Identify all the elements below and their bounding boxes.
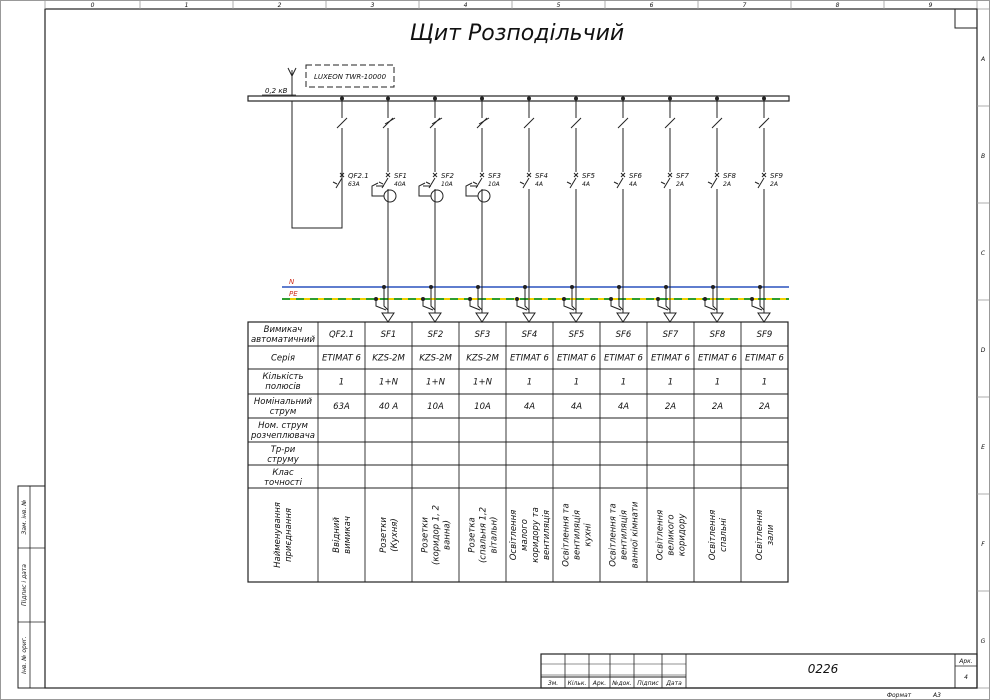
connection-name-line: вітальн) (489, 516, 500, 554)
connection-name (562, 503, 594, 566)
row-header (263, 372, 304, 392)
row-header-line: полюсів (265, 382, 301, 392)
connection-name-line: Розетки (420, 517, 431, 553)
rcd-trip-link (466, 183, 478, 196)
breaker-cross-icon (762, 173, 766, 177)
table-cell: SF5 (568, 330, 585, 340)
isolator-contact (759, 118, 769, 128)
table-cell: 1 (620, 377, 627, 388)
busbar-junction (480, 97, 484, 101)
row-header (273, 502, 294, 568)
circuit-sf2 (419, 97, 454, 323)
table-cell: 2А (758, 402, 771, 412)
breaker-cross-icon (715, 173, 719, 177)
breaker-latch (567, 182, 571, 184)
busbar-junction (715, 97, 719, 101)
grid-row-label: A (980, 56, 986, 63)
table-cell: ETIMAT 6 (651, 353, 690, 364)
breaker-latch (708, 182, 712, 184)
table-cell: 63А (333, 402, 350, 412)
table-cell: SF2 (427, 330, 444, 340)
stamp-col-label: Підпис (637, 680, 659, 687)
breaker-cross-icon (433, 173, 437, 177)
sheet-number: 4 (964, 674, 968, 681)
isolator-contact (712, 118, 722, 128)
stamp-col-label: Зм. (547, 680, 559, 687)
grid-col-label: 7 (742, 2, 747, 9)
busbar-junction (621, 97, 625, 101)
source-label: LUXEON TWR-10000 (313, 73, 387, 81)
breaker-latch (473, 182, 477, 184)
breaker-rating: 4А (582, 181, 590, 188)
table-cell: ETIMAT 6 (698, 353, 737, 364)
row-header-line: приєднання (284, 507, 294, 563)
isolator-contact (618, 118, 628, 128)
isolator-contact (383, 118, 393, 128)
rcd-icon (478, 190, 490, 202)
breaker-latch (333, 182, 337, 184)
isolator-contact (477, 118, 487, 128)
grid-ruler-right (977, 9, 989, 688)
connection-name-line: (спальня 1,2 (478, 506, 489, 564)
table-cell: KZS-2M (419, 353, 452, 364)
breaker-latch (614, 182, 618, 184)
connection-name-line: коридору та (531, 507, 541, 563)
connection-name (468, 507, 500, 563)
breaker-id: SF1 (394, 172, 407, 180)
stamp-col-label: №док. (612, 680, 632, 687)
output-terminal-icon (382, 313, 394, 322)
row-header-line: автоматичний (250, 335, 316, 345)
row-header (251, 325, 316, 345)
row-header-line: Клас (272, 468, 294, 478)
connection-name-line: Освітлення (708, 509, 718, 561)
connection-name-line: ванна) (442, 520, 453, 550)
row-header-line: Кількість (262, 372, 304, 382)
page-title: Щит Розподільчий (409, 21, 625, 46)
row-header-line: розчеплювача (251, 431, 315, 441)
grid-col-label: 2 (277, 2, 282, 9)
breaker-table (248, 322, 788, 582)
breaker-rating: 2А (770, 181, 778, 188)
n-bus-label: N (289, 278, 295, 286)
breaker-blade (617, 178, 623, 188)
table-cell: KZS-2M (372, 353, 405, 364)
breaker-blade (570, 178, 576, 188)
busbar-junction (574, 97, 578, 101)
breaker-latch (755, 182, 759, 184)
breaker-rating: 10А (441, 181, 453, 188)
busbar-junction (386, 97, 390, 101)
isolator-contact (385, 118, 395, 124)
breaker-rating: 63А (348, 181, 360, 188)
breaker-rating: 2А (723, 181, 731, 188)
breaker-cross-icon (668, 173, 672, 177)
grid-row-label: G (980, 638, 986, 645)
breaker-latch (426, 182, 430, 184)
busbar-junction (433, 97, 437, 101)
grid-col-label: 9 (928, 2, 933, 9)
row-header-line: Тр-ри (270, 445, 296, 455)
table-cell: ETIMAT 6 (557, 353, 596, 364)
isolator-contact (479, 118, 489, 124)
table-cell: 4А (617, 402, 630, 412)
side-stamp-label: Інв. № ориг. (21, 636, 28, 674)
connection-name (609, 501, 641, 568)
grid-col-label: 3 (370, 2, 375, 9)
connection-name (509, 507, 552, 563)
grid-col-label: 5 (556, 2, 561, 9)
table-cell: 4А (570, 402, 583, 412)
breaker-id: SF5 (582, 172, 595, 180)
row-header-line: струму (267, 455, 299, 465)
table-cell: SF3 (474, 330, 491, 340)
circuit-qf2-1 (333, 97, 369, 189)
output-terminal-icon (429, 313, 441, 322)
row-header (254, 397, 313, 417)
table-cell: 1 (526, 377, 533, 388)
table-cell: SF8 (709, 330, 726, 340)
grid-row-label: E (981, 444, 985, 451)
output-terminal-icon (758, 313, 770, 322)
grid-col-label: 0 (90, 2, 95, 9)
circuit-sf7 (656, 97, 689, 323)
connection-name-line: Розетка (467, 517, 478, 553)
circuit-sf8 (703, 97, 736, 323)
connection-name (421, 505, 453, 565)
grid-ruler-top (45, 1, 977, 9)
breaker-circuits (333, 97, 783, 323)
row-header-line: струм (269, 407, 297, 417)
table-cell: 10А (427, 402, 444, 412)
circuit-sf5 (562, 97, 595, 323)
table-cell: 1 (573, 377, 580, 388)
row-header-line: Найменування (273, 502, 283, 568)
output-terminal-icon (476, 313, 488, 322)
circuit-sf6 (609, 97, 642, 323)
table-cell: ETIMAT 6 (604, 353, 643, 364)
format-value: А3 (933, 692, 941, 699)
isolator-contact (571, 118, 581, 128)
pe-bus-label: PE (289, 290, 298, 298)
table-cell: ETIMAT 6 (745, 353, 784, 364)
breaker-cross-icon (480, 173, 484, 177)
grid-col-label: 1 (184, 2, 189, 9)
table-cell: 1 (714, 377, 721, 388)
voltage-label: 0,2 кВ (265, 87, 288, 95)
table-cell: 1+N (473, 377, 492, 388)
grid-row-label: C (980, 250, 986, 257)
format-label: Формат (886, 692, 912, 699)
breaker-rating: 4А (535, 181, 543, 188)
connection-name-line: Розетки (379, 517, 389, 553)
rcd-trip-link (419, 183, 431, 196)
grid-col-label: 4 (463, 2, 468, 9)
row-header (267, 445, 299, 465)
breaker-rating: 2А (676, 181, 684, 188)
stamp-col-label: Арк. (592, 680, 607, 687)
row-header-line: Номінальний (253, 397, 313, 407)
document-number: 0226 (807, 662, 839, 676)
breaker-blade (711, 178, 717, 188)
busbar-junction (340, 97, 344, 101)
breaker-latch (520, 182, 524, 184)
circuit-sf4 (515, 97, 548, 323)
breaker-id: SF7 (676, 172, 689, 180)
title-block (541, 654, 977, 699)
outer-frame (1, 1, 990, 700)
table-cell: KZS-2M (466, 353, 499, 364)
connection-name-line: Освітлення (755, 509, 765, 561)
table-cell: 40 А (378, 402, 399, 412)
connection-name-line: вимикач (343, 516, 353, 554)
stamp-col-label: Кільк. (567, 680, 587, 687)
table-cell: SF9 (756, 330, 773, 340)
breaker-blade (758, 178, 764, 188)
breaker-id: SF3 (488, 172, 501, 180)
rcd-icon (431, 190, 443, 202)
row-header-line: Вимикач (263, 325, 303, 335)
isolator-contact (430, 118, 440, 128)
table-cell: 1+N (426, 377, 445, 388)
connection-name-line: Освітлення та (608, 503, 619, 567)
grid-row-label: D (980, 347, 986, 354)
grid-row-label: F (981, 541, 985, 548)
connection-name-line: (Кухня) (390, 518, 400, 552)
circuit-sf9 (750, 97, 783, 323)
table-cell: 2А (664, 402, 677, 412)
table-cell: 2А (711, 402, 724, 412)
rcd-trip-link (372, 183, 384, 196)
breaker-cross-icon (574, 173, 578, 177)
output-terminal-icon (523, 313, 535, 322)
stamp-border (541, 654, 977, 688)
breaker-latch (661, 182, 665, 184)
breaker-id: SF2 (441, 172, 454, 180)
connection-name-line: коридору (677, 513, 688, 557)
isolator-contact (524, 118, 534, 128)
connection-name (755, 510, 776, 561)
corner-box (955, 9, 977, 28)
connection-name-line: малого (520, 519, 530, 551)
connection-name-line: зали (766, 524, 776, 546)
breaker-id: SF8 (723, 172, 736, 180)
side-stamp-label: Підпис і дата (21, 564, 28, 606)
grid-row-label: B (980, 153, 986, 160)
breaker-id: QF2.1 (348, 172, 369, 180)
output-terminal-icon (664, 313, 676, 322)
connection-name (656, 510, 688, 561)
stamp-col-label: Дата (666, 680, 682, 687)
row-header (250, 421, 315, 441)
connection-name-line: Освітлення (655, 509, 666, 561)
table-cell: 1 (338, 377, 345, 388)
output-terminal-icon (570, 313, 582, 322)
table-cell: ETIMAT 6 (322, 353, 361, 364)
rcd-icon (384, 190, 396, 202)
breaker-cross-icon (527, 173, 531, 177)
row-header (264, 468, 303, 488)
table-cell: ETIMAT 6 (510, 353, 549, 364)
breaker-blade (664, 178, 670, 188)
side-stamp-label: Зам. інв. № (21, 499, 28, 535)
connection-name-line: Ввідний (332, 517, 342, 553)
busbar-junction (762, 97, 766, 101)
sheet-label: Арк. (959, 658, 973, 665)
breaker-latch (379, 182, 383, 184)
table-cell: 1+N (379, 377, 398, 388)
row-header (271, 354, 295, 364)
grid-col-label: 6 (649, 2, 654, 9)
circuit-sf3 (466, 97, 501, 323)
breaker-blade (523, 178, 529, 188)
output-terminal-icon (711, 313, 723, 322)
table-cell: 4А (523, 402, 536, 412)
connection-name-line: вентиляція (572, 509, 583, 561)
connection-name-line: Освітлення та (561, 503, 572, 567)
circuit-sf1 (372, 97, 407, 323)
main-busbar (248, 96, 789, 101)
breaker-id: SF6 (629, 172, 642, 180)
grid-col-label: 8 (835, 2, 840, 9)
breaker-rating: 40А (394, 181, 406, 188)
connection-name (332, 516, 353, 554)
breaker-rating: 4А (629, 181, 637, 188)
busbar-junction (527, 97, 531, 101)
table-cell: SF4 (521, 330, 538, 340)
inner-frame (45, 9, 977, 688)
connection-name-line: ванної кімнати (630, 501, 641, 569)
breaker-cross-icon (621, 173, 625, 177)
output-terminal-icon (617, 313, 629, 322)
connection-name-line: (коридор 1, 2 (431, 505, 442, 565)
busbar-junction (668, 97, 672, 101)
row-header-line: Ном. струм (258, 421, 308, 431)
table-cell: SF7 (662, 330, 679, 340)
table-cell: QF2.1 (328, 330, 355, 340)
breaker-cross-icon (386, 173, 390, 177)
connection-name-line: вентиляція (619, 509, 630, 561)
table-cell: 1 (761, 377, 768, 388)
connection-name (708, 510, 729, 561)
isolator-contact (665, 118, 675, 128)
isolator-contact (432, 118, 442, 124)
table-cell: 10А (474, 402, 491, 412)
isolator-contact (337, 118, 347, 128)
breaker-id: SF9 (770, 172, 783, 180)
table-cell: SF6 (615, 330, 632, 340)
connection-name-line: вентиляція (542, 509, 552, 561)
table-cell: SF1 (380, 330, 397, 340)
breaker-id: SF4 (535, 172, 548, 180)
breaker-rating: 10А (488, 181, 500, 188)
side-stamp (18, 486, 45, 688)
row-header-line: Серія (270, 353, 296, 364)
row-header-line: точності (264, 478, 302, 488)
connection-name-line: Освітлення (509, 509, 519, 561)
connection-name-line: великого (666, 514, 677, 556)
connection-name-line: кухні (583, 523, 594, 547)
connection-name-line: спальні (719, 518, 729, 552)
breaker-blade (336, 178, 342, 188)
incoming-feeder (292, 70, 342, 228)
connection-name (379, 517, 400, 553)
table-cell: 1 (667, 377, 674, 388)
